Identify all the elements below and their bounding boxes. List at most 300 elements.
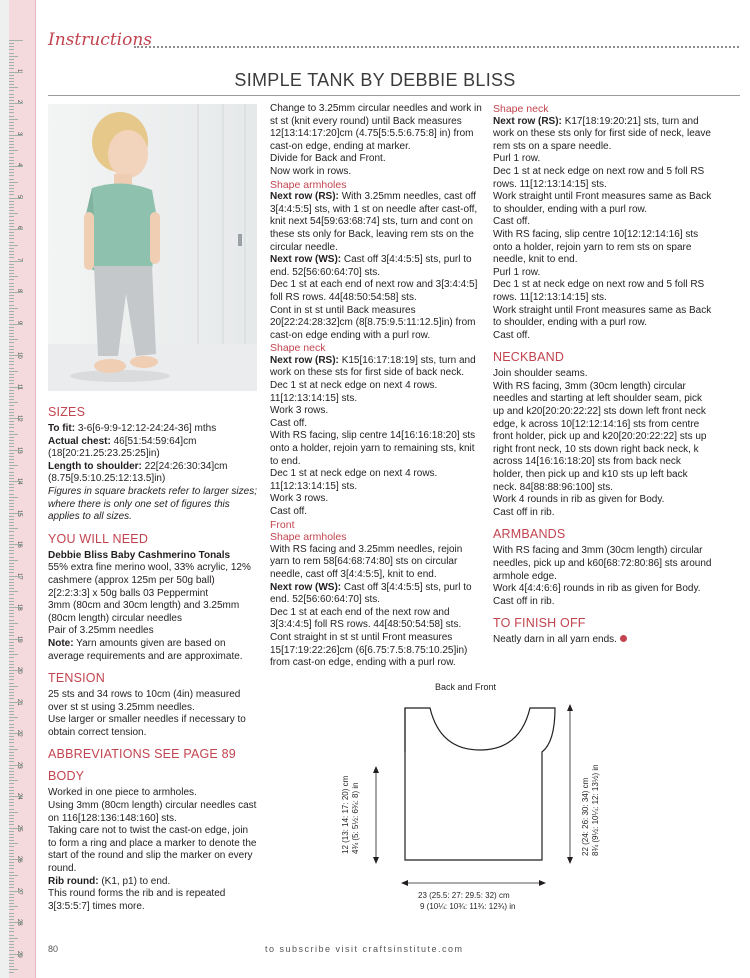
ruler-tick bbox=[9, 112, 14, 113]
front-heading: Front bbox=[270, 518, 295, 531]
ruler-number: 10 bbox=[16, 352, 22, 359]
ruler-tick bbox=[9, 525, 14, 526]
ruler-tick bbox=[9, 317, 14, 318]
ruler-tick bbox=[9, 698, 14, 699]
title-divider bbox=[48, 95, 740, 96]
bottom-arrow-right bbox=[539, 880, 546, 886]
ruler-tick bbox=[9, 320, 14, 321]
ruler-tick bbox=[9, 169, 14, 170]
ruler-tick bbox=[9, 903, 14, 904]
chest-value: 46[51:54:59:64]cm (18[20:21.25:23.25:25]in) bbox=[48, 435, 197, 460]
ruler-tick bbox=[9, 591, 18, 592]
ruler-tick bbox=[9, 727, 14, 728]
ruler-tick bbox=[9, 478, 14, 479]
body-p4: This round forms the rib and is repeated 3[3:5:5:7] times more. bbox=[48, 888, 226, 912]
ruler-tick bbox=[9, 286, 14, 287]
ruler-tick bbox=[9, 862, 14, 863]
ruler-tick bbox=[9, 393, 14, 394]
ruler-tick bbox=[9, 242, 14, 243]
ruler-tick bbox=[9, 771, 14, 772]
ruler-tick bbox=[9, 850, 14, 851]
ruler-tick bbox=[9, 220, 14, 221]
ruler-tick bbox=[9, 336, 14, 337]
ruler-number: 5 bbox=[16, 194, 22, 198]
ruler-tick bbox=[9, 254, 14, 255]
ruler-tick bbox=[9, 563, 14, 564]
ruler-tick bbox=[9, 122, 14, 123]
armbands-heading: ARMBANDS bbox=[493, 527, 566, 542]
child-photo bbox=[48, 104, 257, 391]
ruler-tick bbox=[9, 144, 14, 145]
diagram-label: Back and Front bbox=[435, 682, 497, 692]
front-ws-label: Next row (WS): bbox=[270, 581, 342, 593]
ruler-tick bbox=[9, 131, 14, 132]
front-neck-heading: Shape neck bbox=[493, 103, 549, 115]
ruler-tick bbox=[9, 705, 14, 706]
ruler-tick bbox=[9, 569, 14, 570]
ruler-tick bbox=[9, 878, 14, 879]
body-p2: Using 3mm (80cm length) circular needles cast on 116[128:136:148:160] sts. bbox=[48, 800, 257, 824]
ruler-tick bbox=[9, 582, 14, 583]
yarn-name: Debbie Bliss Baby Cashmerino Tonals bbox=[48, 549, 231, 561]
ruler-tick bbox=[9, 522, 14, 523]
ruler-number: 21 bbox=[16, 698, 22, 706]
back-arm-ws bbox=[270, 254, 482, 279]
tension-heading: TENSION bbox=[48, 671, 105, 686]
ruler-tick bbox=[9, 427, 14, 428]
ruler-tick bbox=[9, 947, 14, 948]
finish-p1 bbox=[493, 634, 713, 647]
tension-line1: 25 sts and 34 rows to 10cm (4in) measured over st st using 3.25mm needles. bbox=[48, 689, 241, 713]
ruler-tick bbox=[9, 664, 14, 665]
ruler-tick bbox=[9, 657, 14, 658]
length-label: Length to shoulder: bbox=[48, 460, 142, 472]
sizes-heading: SIZES bbox=[48, 405, 86, 419]
front-ws bbox=[270, 582, 482, 607]
ruler-number: 6 bbox=[16, 226, 22, 230]
ruler-tick bbox=[9, 824, 14, 825]
back-p2: Divide for Back and Front. bbox=[270, 153, 386, 165]
ruler-tick bbox=[9, 475, 14, 476]
end-dot-icon bbox=[620, 635, 627, 642]
abbreviations-heading: ABBREVIATIONS SEE PAGE 89 bbox=[48, 747, 236, 762]
ruler-tick bbox=[9, 396, 14, 397]
ruler-tick bbox=[9, 364, 14, 365]
yarn-desc: 55% extra fine merino wool, 33% acrylic, 12% cashmere (approx 125m per 50g ball) bbox=[48, 562, 251, 586]
length-value: 22[24:26:30:34]cm (8.75[9.5:10.25:12:13.5]in) bbox=[48, 460, 228, 485]
ruler-tick bbox=[9, 818, 14, 819]
ruler-tick bbox=[9, 667, 14, 668]
front-neck-rs-text: K17[18:19:20:21] sts, turn and work on these sts only for first side of neck, leave rem sts on a spare needle. bbox=[493, 115, 711, 152]
ruler-tick bbox=[9, 248, 14, 249]
ruler-tick bbox=[9, 613, 14, 614]
ruler-tick bbox=[9, 358, 14, 359]
ruler-tick bbox=[9, 642, 14, 643]
ruler-tick bbox=[9, 541, 14, 542]
ruler-tick bbox=[9, 295, 14, 296]
front-neck-centre: With RS facing, slip centre 10[12:12:14:16] sts onto a holder, rejoin yarn to rem sts on spare needle, knit to end. bbox=[493, 228, 699, 266]
ruler-tick bbox=[9, 875, 18, 876]
ruler-tick bbox=[9, 887, 14, 888]
ruler-tick bbox=[9, 720, 14, 721]
ruler-tick bbox=[9, 238, 14, 239]
ruler-tick bbox=[9, 116, 14, 117]
ruler-tick bbox=[9, 484, 14, 485]
ruler-tick bbox=[9, 500, 14, 501]
width-cm: 23 (25.5: 27: 29.5: 32) cm bbox=[418, 891, 510, 900]
ruler-number: 1 bbox=[16, 68, 22, 72]
ruler-tick bbox=[9, 963, 14, 964]
to-fit-label: To fit: bbox=[48, 423, 76, 434]
armbands-p2: Work 4[4:4:6:6] rounds in rib as given for Body. bbox=[493, 583, 701, 595]
ruler-tick bbox=[9, 213, 18, 214]
ruler-tick bbox=[9, 872, 14, 873]
ruler-tick bbox=[9, 821, 14, 822]
ruler-tick bbox=[9, 349, 14, 350]
back-neck-off2: Cast off. bbox=[270, 506, 308, 517]
front-armholes-heading: Shape armholes bbox=[270, 531, 347, 544]
front-neck-purl2: Purl 1 row. bbox=[493, 266, 541, 278]
front-ws-text: Cast off 3[4:4:5:5] sts, purl to end. 52[56:60:64:70] sts. bbox=[270, 581, 472, 606]
ruler-tick bbox=[9, 629, 14, 630]
yarn-balls: 2[2:2:3:3] x 50g balls 03 Peppermint bbox=[48, 587, 209, 599]
ruler-tick bbox=[9, 472, 14, 473]
back-arm-rs-label: Next row (RS): bbox=[270, 191, 339, 203]
ruler-tick bbox=[9, 950, 14, 951]
ruler-tick bbox=[9, 837, 14, 838]
ruler-tick bbox=[9, 43, 14, 44]
ruler-tick bbox=[9, 585, 14, 586]
ruler-tick bbox=[9, 708, 14, 709]
ruler-tick bbox=[9, 909, 14, 910]
ruler-tick bbox=[9, 632, 14, 633]
ruler-number: 27 bbox=[16, 887, 22, 895]
back-neck-dec: Dec 1 st at neck edge on next 4 rows. 11[12:13:14:15] sts. bbox=[270, 380, 438, 404]
ruler-tick bbox=[9, 550, 14, 551]
ruler-tick bbox=[9, 560, 18, 561]
ruler-tick bbox=[9, 944, 14, 945]
to-fit-line bbox=[48, 423, 258, 436]
ruler-tick bbox=[9, 383, 14, 384]
ruler-tick bbox=[9, 232, 14, 233]
ruler-tick bbox=[9, 783, 14, 784]
ruler-tick bbox=[9, 787, 14, 788]
ruler-tick bbox=[9, 182, 18, 183]
body-p3: Taking care not to twist the cast-on edge, join to form a ring and place a marker to denote the start of the round and slip the marker on every round. bbox=[48, 825, 257, 875]
front-neck-rs-label: Next row (RS): bbox=[493, 115, 562, 127]
ruler-tick bbox=[9, 204, 14, 205]
ruler-tick bbox=[9, 361, 14, 362]
ruler-tick bbox=[9, 368, 14, 369]
garment-outline bbox=[405, 708, 555, 860]
ruler-tick bbox=[9, 856, 14, 857]
ruler-tick bbox=[9, 40, 23, 41]
ruler-number: 9 bbox=[16, 320, 22, 324]
column-1 bbox=[48, 405, 258, 913]
chest-label: Actual chest: bbox=[48, 435, 111, 447]
neckband-heading: NECKBAND bbox=[493, 350, 565, 365]
ruler-tick bbox=[9, 931, 14, 932]
ruler-tick bbox=[9, 809, 14, 810]
ruler-tick bbox=[9, 194, 14, 195]
ruler-tick bbox=[9, 157, 14, 158]
ruler-tick bbox=[9, 897, 14, 898]
back-neck-heading: Shape neck bbox=[270, 342, 326, 355]
ruler-number: 15 bbox=[16, 509, 22, 517]
ruler-stripe bbox=[0, 0, 9, 978]
ruler-tick bbox=[9, 346, 14, 347]
ruler-tick bbox=[9, 46, 14, 47]
ruler-tick bbox=[9, 503, 14, 504]
finish-heading: TO FINISH OFF bbox=[493, 616, 586, 631]
ruler-tick bbox=[9, 352, 14, 353]
ruler-tick bbox=[9, 695, 14, 696]
ruler-tick bbox=[9, 62, 14, 63]
ruler-tick bbox=[9, 805, 14, 806]
front-neck-straight: Work straight until Front measures same as Back to shoulder, ending with a purl row. bbox=[493, 191, 712, 215]
ruler-tick bbox=[9, 547, 14, 548]
ruler-tick bbox=[9, 308, 18, 309]
ruler-number: 8 bbox=[16, 289, 22, 293]
ruler-tick bbox=[9, 758, 14, 759]
ruler-number: 14 bbox=[16, 478, 22, 485]
ruler-tick bbox=[9, 799, 14, 800]
ruler-tick bbox=[9, 790, 14, 791]
ruler-tick bbox=[9, 913, 14, 914]
neckband-p2: With RS facing, 3mm (30cm length) circular needles and starting at left shoulder seam, pick up and k20[20:20:22:22] sts down left front neck edge, k across 10[12:12:14:16] sts from centre front holder, pick up and k20[20:20:22:22] sts up right front neck, 10 sts down right back neck, k across 14[16:16:18:20] sts from back neck holder, then pick up and k10 sts up left back neck. 84[88:88:96:100] sts. bbox=[493, 380, 707, 493]
ruler-tick bbox=[9, 59, 14, 60]
right-dim-cm: 22 (24: 26: 30: 34) cm bbox=[581, 777, 590, 856]
pair-needles: Pair of 3.25mm needles bbox=[48, 625, 154, 637]
back-arm-rs bbox=[270, 191, 482, 254]
ruler-tick bbox=[9, 188, 14, 189]
ruler-tick bbox=[9, 768, 14, 769]
ruler-tick bbox=[9, 566, 14, 567]
pattern-title: SIMPLE TANK BY DEBBIE BLISS bbox=[234, 70, 516, 90]
ruler-tick bbox=[9, 579, 14, 580]
ruler-tick bbox=[9, 412, 14, 413]
ruler-number: 12 bbox=[16, 415, 22, 422]
ruler-tick bbox=[9, 207, 14, 208]
ruler-tick bbox=[9, 831, 14, 832]
ruler-tick bbox=[9, 881, 14, 882]
back-arm-dec: Dec 1 st at each end of next row and 3[3:4:4:5] foll RS rows. 44[48:50:54:58] sts. bbox=[270, 279, 478, 303]
ruler-tick bbox=[9, 163, 14, 164]
ruler-tick bbox=[9, 683, 14, 684]
ruler-tick bbox=[9, 957, 14, 958]
ruler-tick bbox=[9, 311, 14, 312]
finish-text: Neatly darn in all yarn ends. bbox=[493, 634, 617, 646]
ruler-tick bbox=[9, 305, 14, 306]
ruler-number: 17 bbox=[16, 572, 22, 580]
ruler-tick bbox=[9, 264, 14, 265]
ruler-tick bbox=[9, 179, 14, 180]
ruler-tick bbox=[9, 966, 14, 967]
ruler-tick bbox=[9, 333, 14, 334]
neckband-p3: Work 4 rounds in rib as given for Body. bbox=[493, 494, 665, 506]
ruler-tick bbox=[9, 610, 14, 611]
ruler-tick bbox=[9, 289, 14, 290]
ruler-tick bbox=[9, 919, 14, 920]
ruler-tick bbox=[9, 692, 14, 693]
rib-round bbox=[48, 876, 258, 889]
ruler-number: 11 bbox=[16, 383, 22, 390]
ruler-tick bbox=[9, 679, 14, 680]
tension-line2: Use larger or smaller needles if necessary to obtain correct tension. bbox=[48, 714, 246, 738]
back-neck-work2: Work 3 rows. bbox=[270, 493, 329, 505]
ruler-number: 23 bbox=[16, 761, 22, 769]
ruler-tick bbox=[9, 327, 14, 328]
schematic-diagram bbox=[330, 678, 630, 918]
ruler-tick bbox=[9, 497, 18, 498]
ruler-tick bbox=[9, 443, 14, 444]
ruler-tick bbox=[9, 843, 18, 844]
ruler-number: 18 bbox=[16, 604, 22, 611]
ruler-tick bbox=[9, 342, 14, 343]
length-line bbox=[48, 461, 258, 486]
neckband-p4: Cast off in rib. bbox=[493, 506, 555, 518]
ruler-tick bbox=[9, 812, 18, 813]
ruler-tick bbox=[9, 446, 14, 447]
front-neck-dec2: Dec 1 st at neck edge on next row and 5 foll RS rows. 11[12:13:14:15] sts. bbox=[493, 279, 705, 303]
ruler-tick bbox=[9, 53, 14, 54]
ruler-number: 29 bbox=[16, 950, 22, 958]
ruler-tick bbox=[9, 736, 14, 737]
ruler-tick bbox=[9, 279, 14, 280]
ruler-tick bbox=[9, 119, 18, 120]
ruler-tick bbox=[9, 56, 18, 57]
ruler-tick bbox=[9, 802, 14, 803]
ruler-tick bbox=[9, 884, 14, 885]
ruler-tick bbox=[9, 106, 14, 107]
ruler-tick bbox=[9, 509, 14, 510]
left-arrow-top bbox=[373, 766, 379, 773]
right-arrow-top bbox=[567, 704, 573, 711]
ruler-number: 7 bbox=[16, 257, 22, 261]
ruler-tick bbox=[9, 380, 14, 381]
ruler-tick bbox=[9, 245, 18, 246]
ruler-tick bbox=[9, 528, 18, 529]
ruler-tick bbox=[9, 969, 18, 970]
ruler-tick bbox=[9, 780, 18, 781]
ruler-number: 4 bbox=[16, 163, 22, 167]
front-dec: Dec 1 st at each end of the next row and 3[3:4:4:5] foll RS rows. 44[48:50:54:58] sts. bbox=[270, 606, 462, 631]
ruler-tick bbox=[9, 138, 14, 139]
back-arm-cont: Cont in st st until Back measures 20[22:24:28:32]cm (8[8.75:9.5:11:12.5]in) from cast-on edge ending with a purl row. bbox=[270, 304, 476, 341]
ruler-tick bbox=[9, 216, 14, 217]
front-cont: Cont straight in st st until Front measures 15[17:19:22:26]cm (6[6.75:7.5:8.75:10.25]in) from cast-on edge, ending with a purl row. bbox=[270, 631, 468, 669]
ruler-tick bbox=[9, 714, 14, 715]
ruler-tick bbox=[9, 535, 14, 536]
ruler-tick bbox=[9, 257, 14, 258]
left-dim-in: 4¾ (5: 5½: 6¾: 8) in bbox=[351, 782, 360, 854]
ruler-number: 3 bbox=[16, 131, 22, 135]
ruler-number: 25 bbox=[16, 824, 22, 832]
ruler-tick bbox=[9, 185, 14, 186]
ruler-tick bbox=[9, 676, 14, 677]
ruler-tick bbox=[9, 235, 14, 236]
ruler-tick bbox=[9, 390, 14, 391]
back-neck-dec2: Dec 1 st at neck edge on next 4 rows. 11[12:13:14:15] sts. bbox=[270, 468, 438, 492]
body-heading: BODY bbox=[48, 769, 85, 784]
ruler-tick bbox=[9, 109, 14, 110]
ruler-tick bbox=[9, 301, 14, 302]
left-arrow-bottom bbox=[373, 857, 379, 864]
ruler-tick bbox=[9, 276, 18, 277]
ruler-tick bbox=[9, 94, 14, 95]
ruler-tick bbox=[9, 283, 14, 284]
ruler-tick bbox=[9, 251, 14, 252]
column-3 bbox=[493, 103, 713, 647]
ruler-number: 28 bbox=[16, 919, 22, 926]
subscribe-text: to subscribe visit craftsinstitute.com bbox=[265, 944, 464, 954]
chest-line bbox=[48, 436, 258, 461]
ruler-number: 24 bbox=[16, 793, 22, 800]
back-neck-rs-label: Next row (RS): bbox=[270, 354, 339, 366]
ruler-tick bbox=[9, 834, 14, 835]
ruler-tick bbox=[9, 620, 14, 621]
ruler-tick bbox=[9, 598, 14, 599]
needles: 3mm (80cm and 30cm length) and 3.25mm (80cm length) circular needles bbox=[48, 600, 240, 624]
ruler-tick bbox=[9, 191, 14, 192]
ruler-tick bbox=[9, 399, 14, 400]
neckband-p1: Join shoulder seams. bbox=[493, 368, 588, 380]
ruler-tick bbox=[9, 749, 18, 750]
sizes-note: Figures in square brackets refer to larger sizes; where there is only one set of figures this applies to all sizes. bbox=[48, 485, 257, 523]
ruler-tick bbox=[9, 125, 14, 126]
front-neck-straight2: Work straight until Front measures same as Back to shoulder, ending with a purl row. bbox=[493, 304, 712, 329]
ruler-tick bbox=[9, 462, 14, 463]
ruler-number: 19 bbox=[16, 635, 22, 643]
ruler-tick bbox=[9, 377, 14, 378]
ruler-tick bbox=[9, 742, 14, 743]
ruler-tick bbox=[9, 298, 14, 299]
ruler-tick bbox=[9, 777, 14, 778]
ruler-tick bbox=[9, 616, 14, 617]
ruler-tick bbox=[9, 465, 18, 466]
ruler-tick bbox=[9, 793, 14, 794]
ruler-tick bbox=[9, 868, 14, 869]
left-dim-cm: 12 (13: 14: 17: 20) cm bbox=[341, 775, 350, 854]
ruler-tick bbox=[9, 147, 14, 148]
ruler-tick bbox=[9, 717, 18, 718]
front-neck-off: Cast off. bbox=[493, 216, 531, 228]
right-arrow-bottom bbox=[567, 857, 573, 864]
ruler-tick bbox=[9, 226, 14, 227]
ruler-tick bbox=[9, 487, 14, 488]
back-neck-centre: With RS facing, slip centre 14[16:16:18:20] sts onto a holder, rejoin yarn to remaining sts, knit to end. bbox=[270, 430, 476, 467]
ruler-tick bbox=[9, 645, 14, 646]
ruler-tick bbox=[9, 402, 18, 403]
ruler-tick bbox=[9, 925, 14, 926]
rib-label: Rib round: bbox=[48, 875, 99, 887]
ruler-tick bbox=[9, 519, 14, 520]
ruler-tick bbox=[9, 894, 14, 895]
back-arm-ws-text: Cast off 3[4:4:5:5] sts, purl to end. 52[56:60:64:70] sts. bbox=[270, 254, 472, 278]
ruler-tick bbox=[9, 424, 14, 425]
ruler-tick bbox=[9, 456, 14, 457]
ruler-tick bbox=[9, 172, 14, 173]
body-p1: Worked in one piece to armholes. bbox=[48, 787, 197, 799]
ruler-tick bbox=[9, 673, 14, 674]
ruler-tick bbox=[9, 314, 14, 315]
ruler-tick bbox=[9, 128, 14, 129]
ruler-tick bbox=[9, 141, 14, 142]
ruler-number: 20 bbox=[16, 667, 22, 674]
ruler-number: 2 bbox=[16, 100, 22, 104]
ruler-tick bbox=[9, 160, 14, 161]
ruler-tick bbox=[9, 960, 14, 961]
